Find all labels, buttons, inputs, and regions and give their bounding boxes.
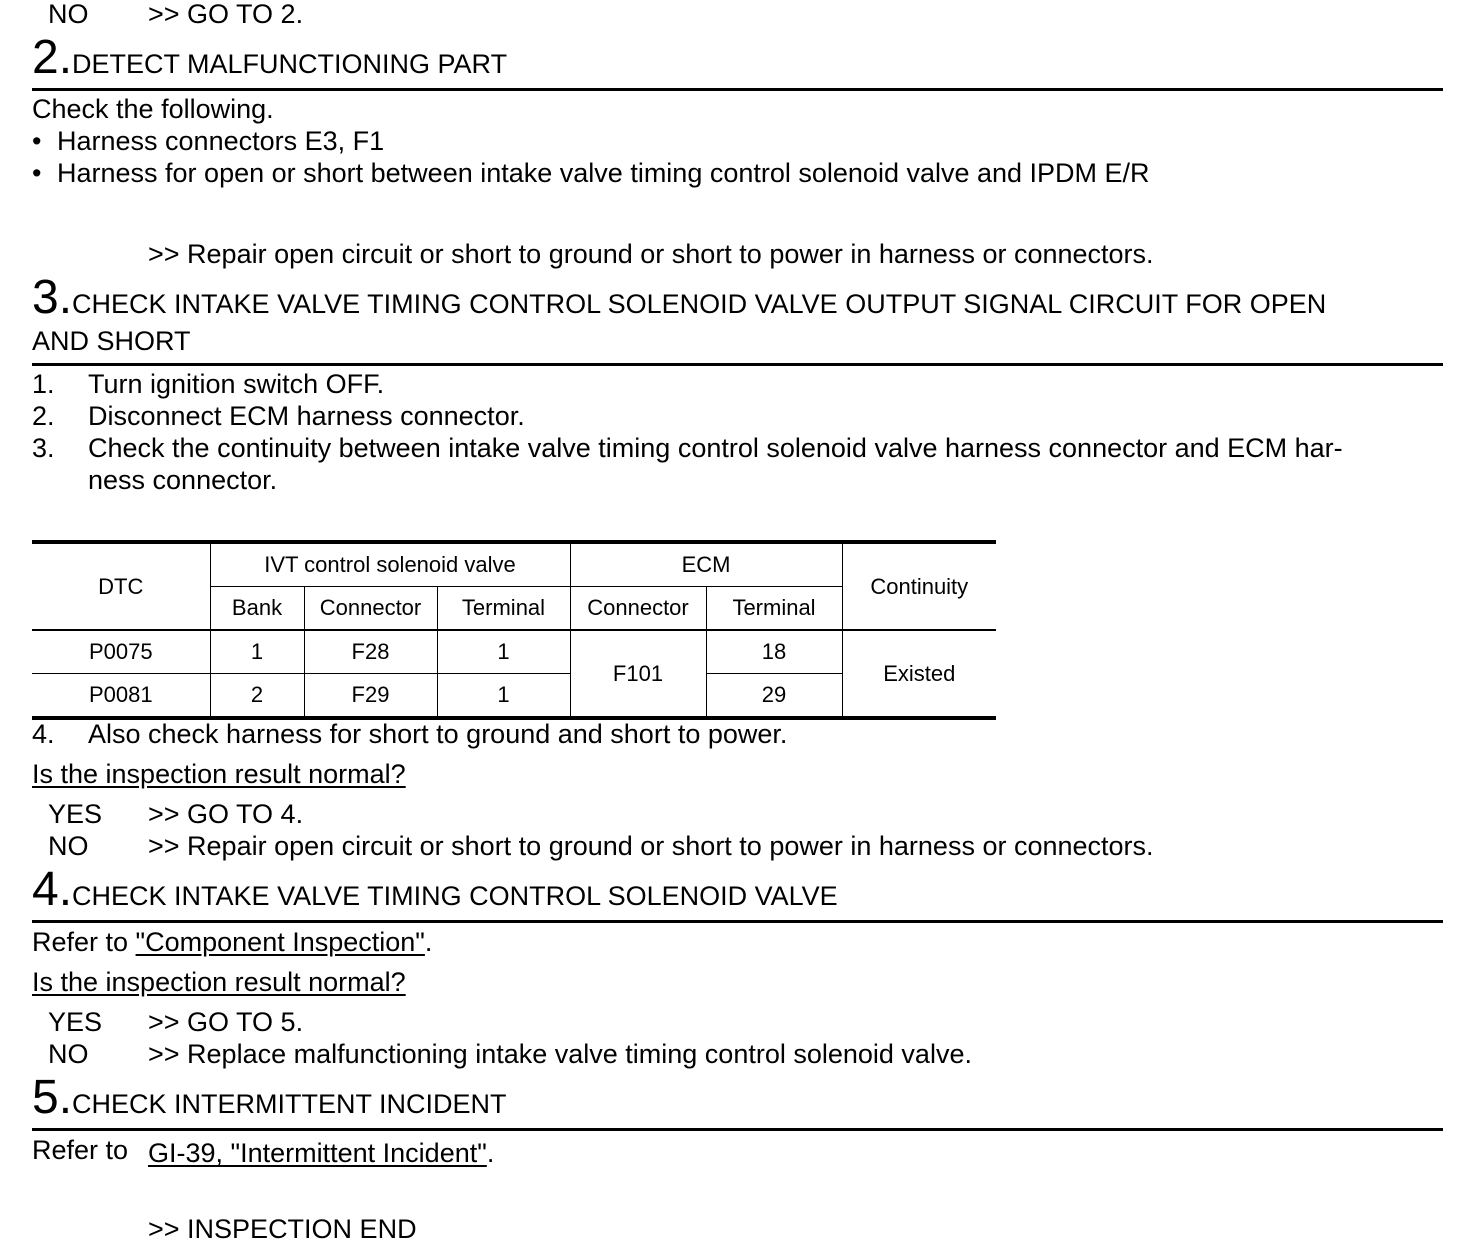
cell-continuity: Existed bbox=[842, 630, 996, 718]
yes-answer: >> GO TO 5. bbox=[148, 1007, 304, 1037]
step-title: DETECT MALFUNCTIONING PART bbox=[72, 49, 508, 79]
bullet: • bbox=[32, 126, 42, 156]
header-ecm: ECM bbox=[570, 542, 842, 587]
inspection-question: Is the inspection result normal? bbox=[32, 759, 406, 789]
header-ecm-connector: Connector bbox=[570, 587, 706, 631]
header-terminal: Terminal bbox=[437, 587, 570, 631]
refer-suffix: . bbox=[424, 927, 433, 957]
step-2-result: >> Repair open circuit or short to ground or short to power in harness or connectors. bbox=[148, 239, 1154, 269]
component-inspection-link[interactable]: "Component Inspection" bbox=[135, 927, 425, 957]
table-header-row bbox=[32, 542, 996, 587]
step-3-heading bbox=[32, 271, 1327, 324]
heading-rule bbox=[32, 1128, 1443, 1131]
step-title-continued: AND SHORT bbox=[32, 326, 191, 356]
step-2-intro: Check the following. bbox=[32, 94, 274, 124]
intermittent-incident-link[interactable]: GI-39, "Intermittent Incident" bbox=[148, 1138, 487, 1168]
step-5-result: >> INSPECTION END bbox=[148, 1214, 417, 1244]
bullet-text: Harness connectors E3, F1 bbox=[57, 126, 385, 156]
cell-bank: 2 bbox=[210, 674, 304, 719]
no-answer: >> Repair open circuit or short to ground or short to power in harness or connectors. bbox=[148, 831, 1154, 861]
step-2-heading bbox=[32, 31, 508, 84]
step-title: CHECK INTAKE VALVE TIMING CONTROL SOLENOID VALVE bbox=[72, 881, 838, 911]
list-number: 4. bbox=[32, 719, 55, 749]
list-number: 2. bbox=[32, 401, 55, 431]
header-bank: Bank bbox=[210, 587, 304, 631]
step-number: 3. bbox=[32, 271, 73, 324]
continuity-table bbox=[32, 540, 996, 720]
heading-rule bbox=[32, 88, 1443, 91]
cell-dtc: P0081 bbox=[32, 674, 210, 719]
cell-ecm-terminal: 29 bbox=[706, 674, 842, 719]
refer-prefix: Refer to bbox=[32, 927, 136, 957]
heading-rule bbox=[32, 920, 1443, 923]
bullet-text: Harness for open or short between intake valve timing control solenoid valve and IPDM E/R bbox=[57, 158, 1150, 188]
cell-dtc: P0075 bbox=[32, 630, 210, 674]
bullet: • bbox=[32, 158, 42, 188]
list-item: Disconnect ECM harness connector. bbox=[88, 401, 525, 431]
table-row bbox=[32, 630, 996, 674]
step-5-heading bbox=[32, 1071, 507, 1124]
inspection-question: Is the inspection result normal? bbox=[32, 967, 406, 997]
list-item: Also check harness for short to ground and short to power. bbox=[88, 719, 788, 749]
yes-label: YES bbox=[48, 799, 103, 829]
header-continuity: Continuity bbox=[842, 542, 996, 630]
cell-ecm-terminal: 18 bbox=[706, 630, 842, 674]
header-connector: Connector bbox=[304, 587, 437, 631]
step-title: CHECK INTERMITTENT INCIDENT bbox=[72, 1089, 507, 1119]
step-title: CHECK INTAKE VALVE TIMING CONTROL SOLENOID VALVE OUTPUT SIGNAL CIRCUIT FOR OPEN bbox=[72, 289, 1327, 319]
yes-answer: >> GO TO 4. bbox=[148, 799, 304, 829]
refer-prefix: Refer to bbox=[32, 1135, 129, 1165]
no-label: NO bbox=[48, 0, 89, 29]
list-number: 1. bbox=[32, 369, 55, 399]
no-label: NO bbox=[48, 831, 89, 861]
cell-connector: F28 bbox=[304, 630, 437, 674]
step-number: 4. bbox=[32, 863, 73, 916]
refer-suffix: . bbox=[486, 1138, 495, 1168]
list-item: Turn ignition switch OFF. bbox=[88, 369, 385, 399]
yes-label: YES bbox=[48, 1007, 103, 1037]
step-4-heading bbox=[32, 863, 838, 916]
no-label: NO bbox=[48, 1039, 89, 1069]
heading-rule bbox=[32, 363, 1443, 366]
cell-bank: 1 bbox=[210, 630, 304, 674]
step-number: 2. bbox=[32, 31, 73, 84]
no-answer: >> Replace malfunctioning intake valve timing control solenoid valve. bbox=[148, 1039, 972, 1069]
no-answer: >> GO TO 2. bbox=[148, 0, 304, 29]
step-5-reference bbox=[148, 1137, 494, 1169]
header-ecm-terminal: Terminal bbox=[706, 587, 842, 631]
step-number: 5. bbox=[32, 1071, 73, 1124]
header-ivt-valve: IVT control solenoid valve bbox=[210, 542, 570, 587]
list-item: Check the continuity between intake valve timing control solenoid valve harness connector and ECM har- bbox=[88, 433, 1343, 463]
cell-terminal: 1 bbox=[437, 630, 570, 674]
step-4-reference bbox=[32, 926, 432, 958]
list-number: 3. bbox=[32, 433, 55, 463]
cell-terminal: 1 bbox=[437, 674, 570, 719]
list-item-continued: ness connector. bbox=[88, 465, 278, 495]
header-dtc: DTC bbox=[32, 542, 210, 630]
cell-ecm-connector: F101 bbox=[570, 630, 706, 718]
cell-connector: F29 bbox=[304, 674, 437, 719]
